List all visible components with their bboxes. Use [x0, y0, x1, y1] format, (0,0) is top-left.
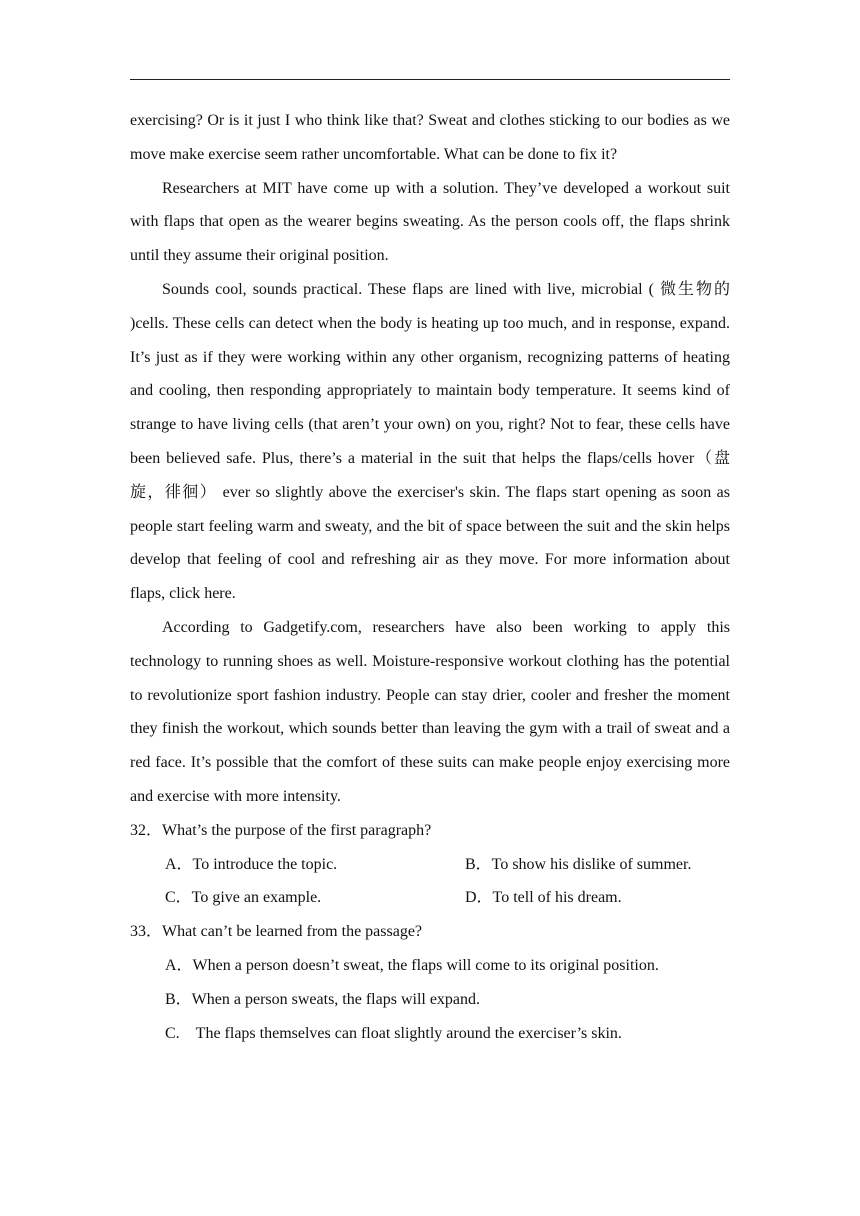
question-32-options-row-1: [130, 848, 730, 882]
question-33-option-a-row: [130, 949, 730, 983]
paragraph-3: Sounds cool, sounds practical. These flaps are lined with live, microbial ( 微生物的 )cells. These cells can detect when the body is heating up too much, and in response, expand. It’s just as if they were working within any other organism, recognizing patterns of heating and cooling, then responding appropriately to maintain body temperature. It seems kind of strange to have living cells (that aren’t your own) on you, right? Not to fear, these cells have been believed safe. Plus, there’s a material in the suit that helps the flaps/cells hover（盘旋，徘徊） ever so slightly above the exerciser's skin. The flaps start opening as soon as people start feeling warm and sweaty, and the bit of space between the suit and the skin helps develop that feeling of cool and refreshing air as they move. For more information about flaps, click here.: [130, 280, 730, 603]
header-rule: [130, 79, 730, 80]
question-32-option-b: B．To show his dislike of summer.: [465, 855, 692, 873]
question-32-option-a: A．To introduce the topic.: [165, 855, 338, 873]
paragraph-1: exercising? Or is it just I who think like that? Sweat and clothes sticking to our bodies as we move make exercise seem rather uncomfortable. What can be done to fix it?: [130, 112, 730, 163]
question-32-stem: 32．What’s the purpose of the first paragraph?: [130, 821, 432, 839]
question-33-option-b-row: [130, 983, 730, 1017]
question-33-option-c-row: [130, 1017, 730, 1051]
question-33-option-c: C. The flaps themselves can float slightly around the exerciser’s skin.: [165, 1024, 622, 1042]
question-32-option-c: C．To give an example.: [165, 889, 322, 907]
question-33-stem: 33．What can’t be learned from the passage?: [130, 923, 423, 941]
question-32-options-row-2: [130, 881, 730, 915]
document-body: [130, 104, 730, 1050]
question-33-option-a: A．When a person doesn’t sweat, the flaps will come to its original position.: [165, 956, 659, 974]
paragraph-2: Researchers at MIT have come up with a solution. They’ve developed a workout suit with flaps that open as the wearer begins sweating. As the person cools off, the flaps shrink until they assume their original position.: [130, 179, 730, 265]
question-33-option-b: B．When a person sweats, the flaps will expand.: [165, 990, 481, 1008]
question-33: [130, 915, 730, 1050]
question-32: [130, 814, 730, 915]
paragraph-4: According to Gadgetify.com, researchers have also been working to apply this technology to running shoes as well. Moisture-responsive workout clothing has the potential to revolutionize sport fashion industry. People can stay drier, cooler and fresher the moment they finish the workout, which sounds better than leaving the gym with a trail of sweat and a red face. It’s possible that the comfort of these suits can make people enjoy exercising more and exercise with more intensity.: [130, 618, 730, 805]
question-32-option-d: D．To tell of his dream.: [465, 889, 622, 907]
